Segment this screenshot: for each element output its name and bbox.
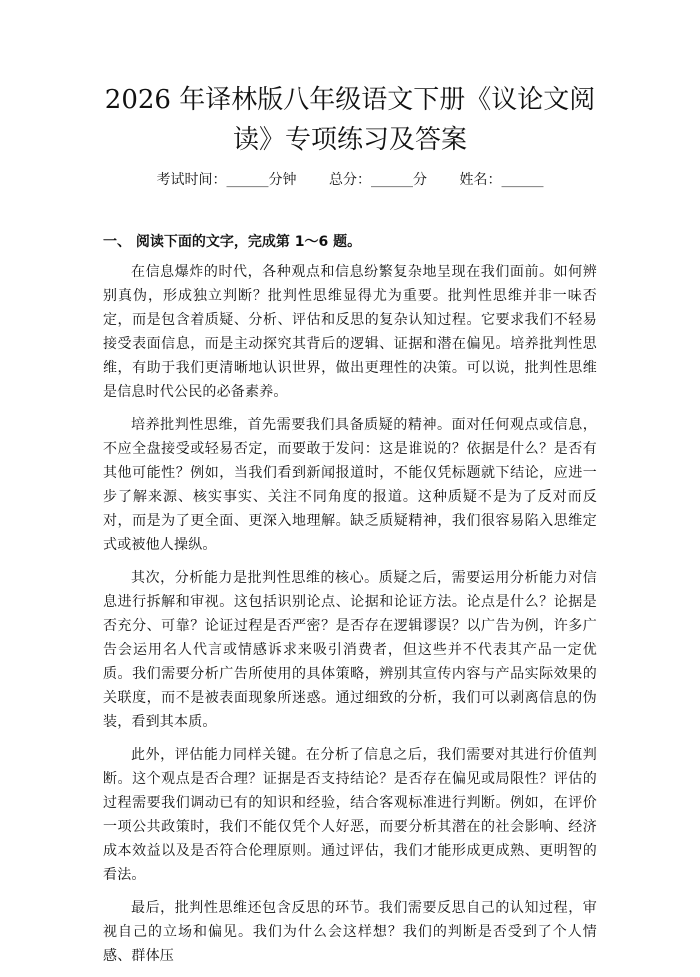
exam-info [60,170,640,190]
document-title: 2026 年译林版八年级语文下册《议论文阅读》专项练习及答案 [104,85,596,155]
total-score-field: 总分：______分 [329,172,427,188]
paragraph-2: 培养批判性思维，首先需要我们具备质疑的精神。面对任何观点或信息，不应全盘接受或轻易否定，而要敢于发问：这是谁说的？依据是什么？是否有其他可能性？例如，当我们看到新闻报道时，不能仅凭标题就下结论，应进一步了解来源、核实事实、关注不同角度的报道。这种质疑不是为了反对而反对，而是为了更全面、更深入地理解。缺乏质疑精神，我们很容易陷入思维定式或被他人操纵。 [103,417,597,553]
reading-passage [103,260,597,977]
paragraph-4: 此外，评估能力同样关键。在分析了信息之后，我们需要对其进行价值判断。这个观点是否合理？证据是否支持结论？是否存在偏见或局限性？评估的过程需要我们调动已有的知识和经验，结合客观标准进行判断。例如，在评价一项公共政策时，我们不能仅凭个人好恶，而要分析其潜在的社会影响、经济成本效益以及是否符合伦理原则。通过评估，我们才能形成更成熟、更明智的看法。 [103,747,597,883]
paragraph-3: 其次，分析能力是批判性思维的核心。质疑之后，需要运用分析能力对信息进行拆解和审视。这包括识别论点、论据和论证方法。论点是什么？论据是否充分、可靠？论证过程是否严密？是否存在逻辑谬误？以广告为例，许多广告会运用名人代言或情感诉求来吸引消费者，但这些并不代表其产品一定优质。我们需要分析广告所使用的具体策略，辨别其宣传内容与产品实际效果的关联度，而不是被表面现象所迷惑。通过细致的分析，我们可以剥离信息的伪装，看到其本质。 [103,570,597,730]
student-name-field: 姓名：______ [459,172,544,188]
paragraph-1: 在信息爆炸的时代，各种观点和信息纷繁复杂地呈现在我们面前。如何辨别真伪，形成独立判断？批判性思维显得尤为重要。批判性思维并非一味否定，而是包含着质疑、分析、评估和反思的复杂认知过程。它要求我们不轻易接受表面信息，而是主动探究其背后的逻辑、证据和潜在偏见。培养批判性思维，有助于我们更清晰地认识世界，做出更理性的决策。可以说，批判性思维是信息时代公民的必备素养。 [103,264,597,400]
section-heading: 一、 阅读下面的文字，完成第 1～6 题。 [103,234,362,250]
paragraph-5: 最后，批判性思维还包含反思的环节。我们需要反思自己的认知过程，审视自己的立场和偏见。我们为什么会这样想？我们的判断是否受到了个人情感、群体压 [103,900,597,964]
exam-time-field: 考试时间：______分钟 [156,172,297,188]
